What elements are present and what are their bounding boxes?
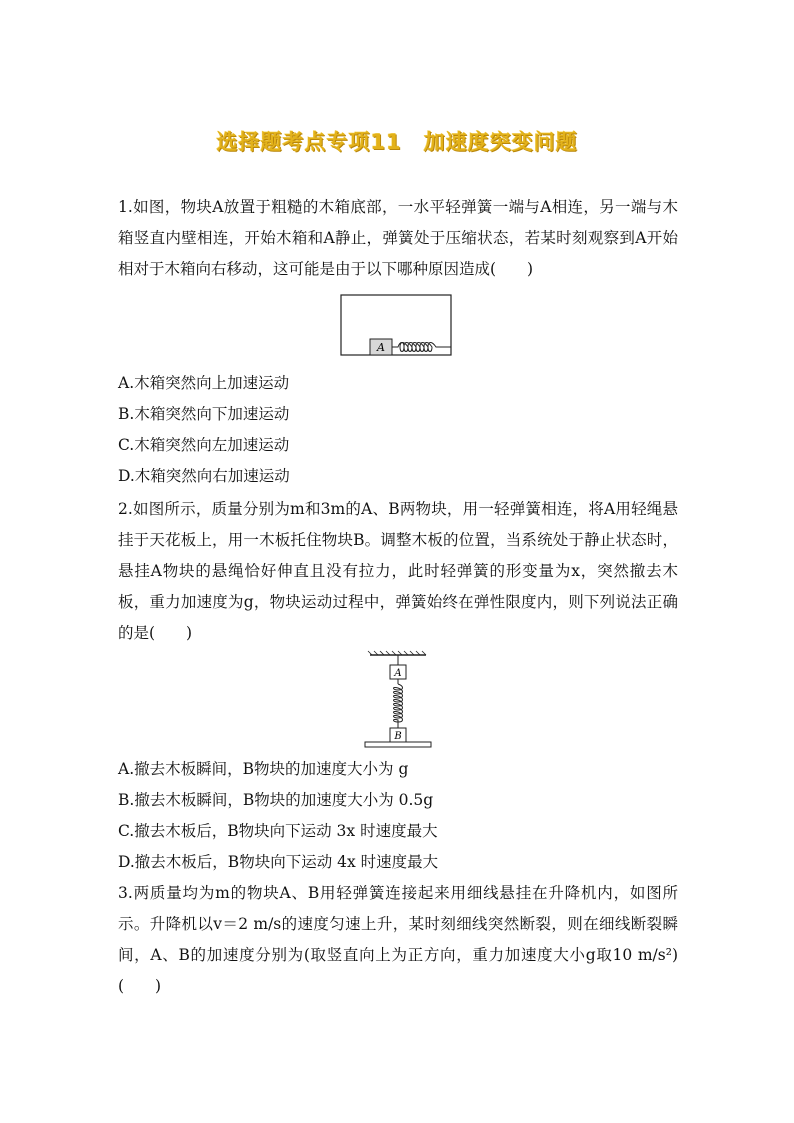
q1-option-b: B.木箱突然向下加速运动 [118,405,290,423]
question-1-stem: 1.如图，物块A放置于粗糙的木箱底部，一水平轻弹簧一端与A相连，另一端与木箱竖直内壁相连，开始木箱和A静止，弹簧处于压缩状态，若某时刻观察到A开始相对于木箱向右移动，这可能是由于以下哪种原因造成( ) [118,198,678,278]
q2-option-b: B.撤去木板瞬间，B物块的加速度大小为 0.5g [118,791,434,809]
q2-option-a: A.撤去木板瞬间，B物块的加速度大小为 g [118,760,409,778]
figure-hanging-spring [362,650,434,750]
q2-option-c: C.撤去木板后，B物块向下运动 3x 时速度最大 [118,822,438,840]
figure-box-spring [338,292,456,358]
block-a-label: A [394,668,402,679]
block-b-label: B [394,731,402,742]
q1-option-a: A.木箱突然向上加速运动 [118,374,290,392]
q1-option-c: C.木箱突然向左加速运动 [118,436,290,454]
question-3-stem: 3.两质量均为m的物块A、B用轻弹簧连接起来用细线悬挂在升降机内，如图所示。升降机以v＝2 m/s的速度匀速上升，某时刻细线突然断裂，则在细线断裂瞬间，A、B的加速度分别为(取竖直向上为正方向，重力加速度大小g取10 m/s²)( ) [118,884,678,995]
block-a-label: A [377,341,385,354]
q1-option-d: D.木箱突然向右加速运动 [118,467,290,485]
question-2-stem: 2.如图所示，质量分别为m和3m的A、B两物块，用一轻弹簧相连，将A用轻绳悬挂于天花板上，用一木板托住物块B。调整木板的位置，当系统处于静止状态时，悬挂A物块的悬绳恰好伸直且没有拉力，此时轻弹簧的形变量为x，突然撤去木板，重力加速度为g，物块运动过程中，弹簧始终在弹性限度内，则下列说法正确的是( ) [118,500,678,642]
q2-option-d: D.撤去木板后，B物块向下运动 4x 时速度最大 [118,853,439,871]
page-title: 选择题考点专项11 加速度突变问题 [216,130,578,154]
